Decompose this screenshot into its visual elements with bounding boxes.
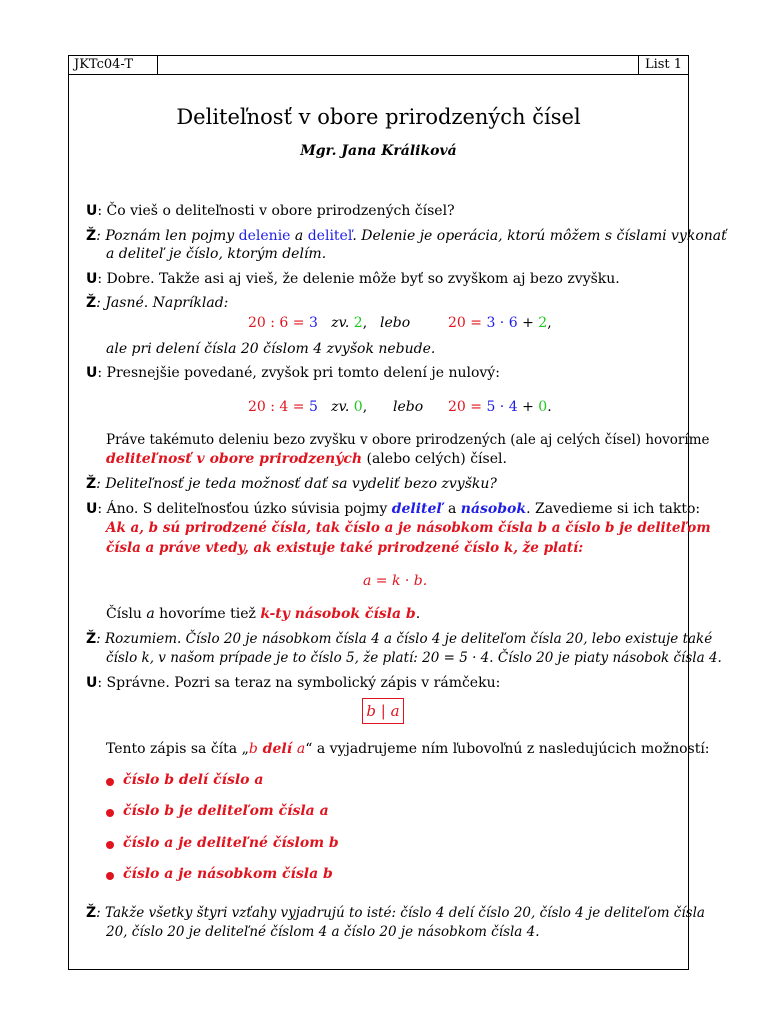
dialog-line-11b: 20, číslo 20 je deliteľné číslom 4 a číslo 20 je násobkom čísla 4. — [106, 924, 540, 940]
header-blank — [157, 55, 639, 75]
reading-line: Tento zápis sa číta „b delí a“ a vyjadrujeme ním ľubovoľnú z nasledujúcich možností: — [106, 741, 710, 757]
definition-line-1: Ak a, b sú prirodzené čísla, tak číslo a je násobkom čísla b a číslo b je deliteľom — [106, 520, 711, 536]
formula: a = k · b. — [363, 573, 428, 589]
dialog-line-8: U: Áno. S deliteľnosťou úzko súvisia pojmy deliteľ a násobok. Zavedieme si ich takto: — [86, 501, 701, 517]
equation-4: 20 = 5 · 4 + 0. — [448, 399, 552, 415]
dialog-line-2b: a deliteľ je číslo, ktorým delím. — [106, 246, 327, 262]
lebo-1: lebo — [380, 315, 411, 331]
paragraph-6: Práve takémuto deleniu bezo zvyšku v obore prirodzených (ale aj celých čísel) hovoríme — [106, 432, 710, 448]
page-title: Deliteľnosť v obore prirodzených čísel — [176, 105, 581, 129]
dialog-line-3: U: Dobre. Takže asi aj vieš, že delenie môže byť so zvyškom aj bezo zvyšku. — [86, 271, 620, 287]
definition-line-2: čísla a práve vtedy, ak existuje také prirodzené číslo k, že platí: — [106, 540, 584, 556]
bullet-dot — [106, 841, 114, 849]
dialog-line-4b: ale pri delení čísla 20 číslom 4 zvyšok nebude. — [106, 341, 436, 357]
divides-box: b | a — [362, 698, 404, 724]
multiple-note: Číslu a hovoríme tiež k-ty násobok čísla b. — [106, 606, 421, 622]
dialog-line-9b: číslo k, v našom prípade je to číslo 5, že platí: 20 = 5 · 4. Číslo 20 je piaty násobok čísla 4. — [106, 650, 722, 666]
dialog-line-7: Ž: Deliteľnosť je teda možnosť dať sa vydeliť bezo zvyšku? — [86, 476, 497, 492]
speaker-u: U — [86, 203, 98, 219]
equation-2: 20 = 3 · 6 + 2, — [448, 315, 552, 331]
dialog-line-5: U: Presnejšie povedané, zvyšok pri tomto delení je nulový: — [86, 365, 500, 381]
document-code: JKTc04-T — [68, 55, 158, 75]
equation-1: 20 : 6 = 3 zv. 2, — [248, 315, 368, 331]
author: Mgr. Jana Králiková — [300, 143, 457, 159]
bullet-dot — [106, 778, 114, 786]
bullet-item: číslo b delí číslo a — [123, 772, 264, 788]
dialog-line-9: Ž: Rozumiem. Číslo 20 je násobkom čísla 4 a číslo 4 je deliteľom čísla 20, lebo existuje také — [86, 631, 713, 647]
dialog-line-11: Ž: Takže všetky štyri vzťahy vyjadrujú to isté: číslo 4 delí číslo 20, číslo 4 je deliteľom čísla — [86, 905, 705, 921]
dialog-line-2: Ž: Poznám len pojmy delenie a deliteľ. Delenie je operácia, ktorú môžem s číslami vykonať — [86, 228, 727, 244]
dialog-line-4: Ž: Jasné. Napríklad: — [86, 295, 229, 311]
bullet-item: číslo a je deliteľné číslom b — [123, 835, 339, 851]
bullet-item: číslo b je deliteľom čísla a — [123, 803, 329, 819]
lebo-2: lebo — [393, 399, 424, 415]
bullet-dot — [106, 872, 114, 880]
equation-3: 20 : 4 = 5 zv. 0, — [248, 399, 368, 415]
speaker-z: Ž — [86, 228, 97, 244]
bullet-dot — [106, 809, 114, 817]
dialog-line-1: U: Čo vieš o deliteľnosti v obore prirodzených čísel? — [86, 203, 455, 219]
header-bar — [68, 55, 689, 75]
sheet-number: List 1 — [638, 55, 689, 75]
bullet-item: číslo a je násobkom čísla b — [123, 866, 333, 882]
paragraph-6b: deliteľnosť v obore prirodzených (alebo celých) čísel. — [106, 451, 507, 467]
dialog-line-10: U: Správne. Pozri sa teraz na symbolický zápis v rámčeku: — [86, 675, 501, 691]
